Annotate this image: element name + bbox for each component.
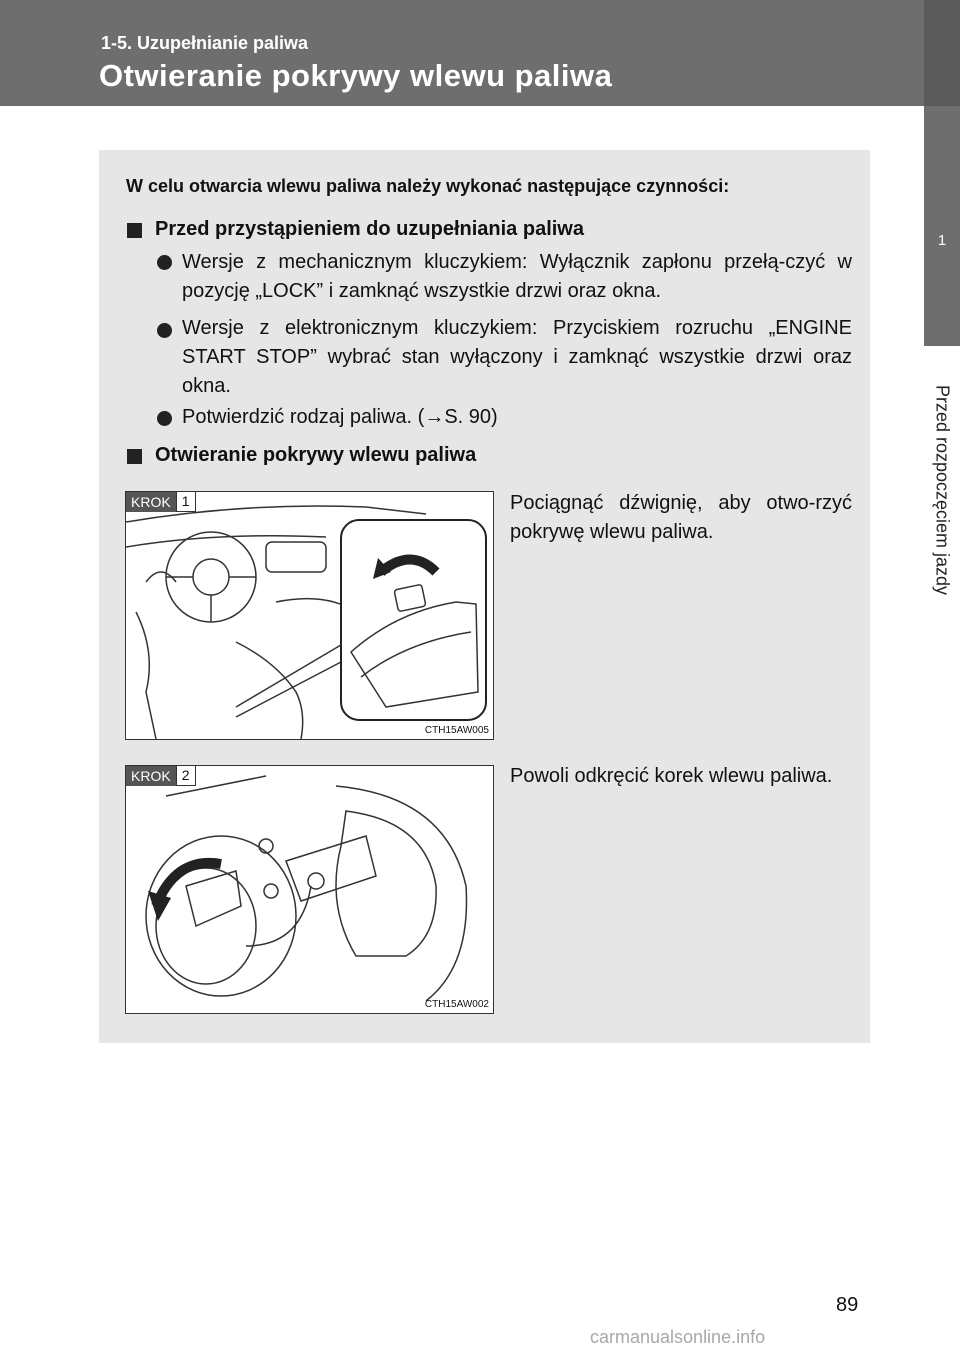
page-header <box>0 0 960 106</box>
step-1-text: Pociągnąć dźwignię, aby otwo-rzyć pokrywę wlewu paliwa. <box>510 492 852 543</box>
step-badge <box>126 492 196 512</box>
image-code: CTH15AW002 <box>424 999 489 1010</box>
bullet-dot-icon <box>157 411 172 426</box>
step-label: KROK <box>126 766 176 786</box>
step-badge <box>126 766 196 786</box>
section-square-icon <box>127 223 142 238</box>
bullet-dot-icon <box>157 323 172 338</box>
bullet-text: Potwierdzić rodzaj paliwa. (→S. 90) <box>182 406 498 428</box>
bullet-dot-icon <box>157 255 172 270</box>
section-title: 1-5. Uzupełnianie paliwa <box>101 33 309 53</box>
page-title: Otwieranie pokrywy wlewu paliwa <box>99 58 613 93</box>
subheading-before-refuel: Przed przystąpieniem do uzupełniania paliwa <box>155 218 584 240</box>
subheading-opening-door: Otwieranie pokrywy wlewu paliwa <box>155 444 477 466</box>
figure-step-1 <box>125 491 494 740</box>
step-number: 2 <box>176 766 196 786</box>
chapter-tab <box>924 106 960 346</box>
watermark: carmanualsonline.info <box>590 1327 766 1347</box>
chapter-tab-top <box>924 0 960 106</box>
chapter-label: Przed rozpoczęciem jazdy <box>932 384 953 596</box>
figure-step-2 <box>125 765 494 1014</box>
chapter-number: 1 <box>937 232 947 249</box>
step-2-text: Powoli odkręcić korek wlewu paliwa. <box>510 765 833 787</box>
intro-text: W celu otwarcia wlewu paliwa należy wykonać następujące czynności: <box>126 176 730 196</box>
bullet-text: Wersje z elektronicznym kluczykiem: Przyciskiem rozruchu „ENGINE START STOP” wybrać stan wyłączony i zamknąć wszystkie drzwi oraz okna. <box>182 317 852 397</box>
image-code: CTH15AW005 <box>424 725 489 736</box>
dashboard-lever-illustration <box>126 492 493 739</box>
bullet-text: Wersje z mechanicznym kluczykiem: Wyłącznik zapłonu przełą-czyć w pozycję „LOCK” i zamknąć wszystkie drzwi oraz okna. <box>182 251 852 302</box>
step-number: 1 <box>176 492 196 512</box>
section-square-icon <box>127 449 142 464</box>
fuel-cap-illustration <box>126 766 493 1013</box>
step-label: KROK <box>126 492 176 512</box>
page-number: 89 <box>836 1294 859 1316</box>
